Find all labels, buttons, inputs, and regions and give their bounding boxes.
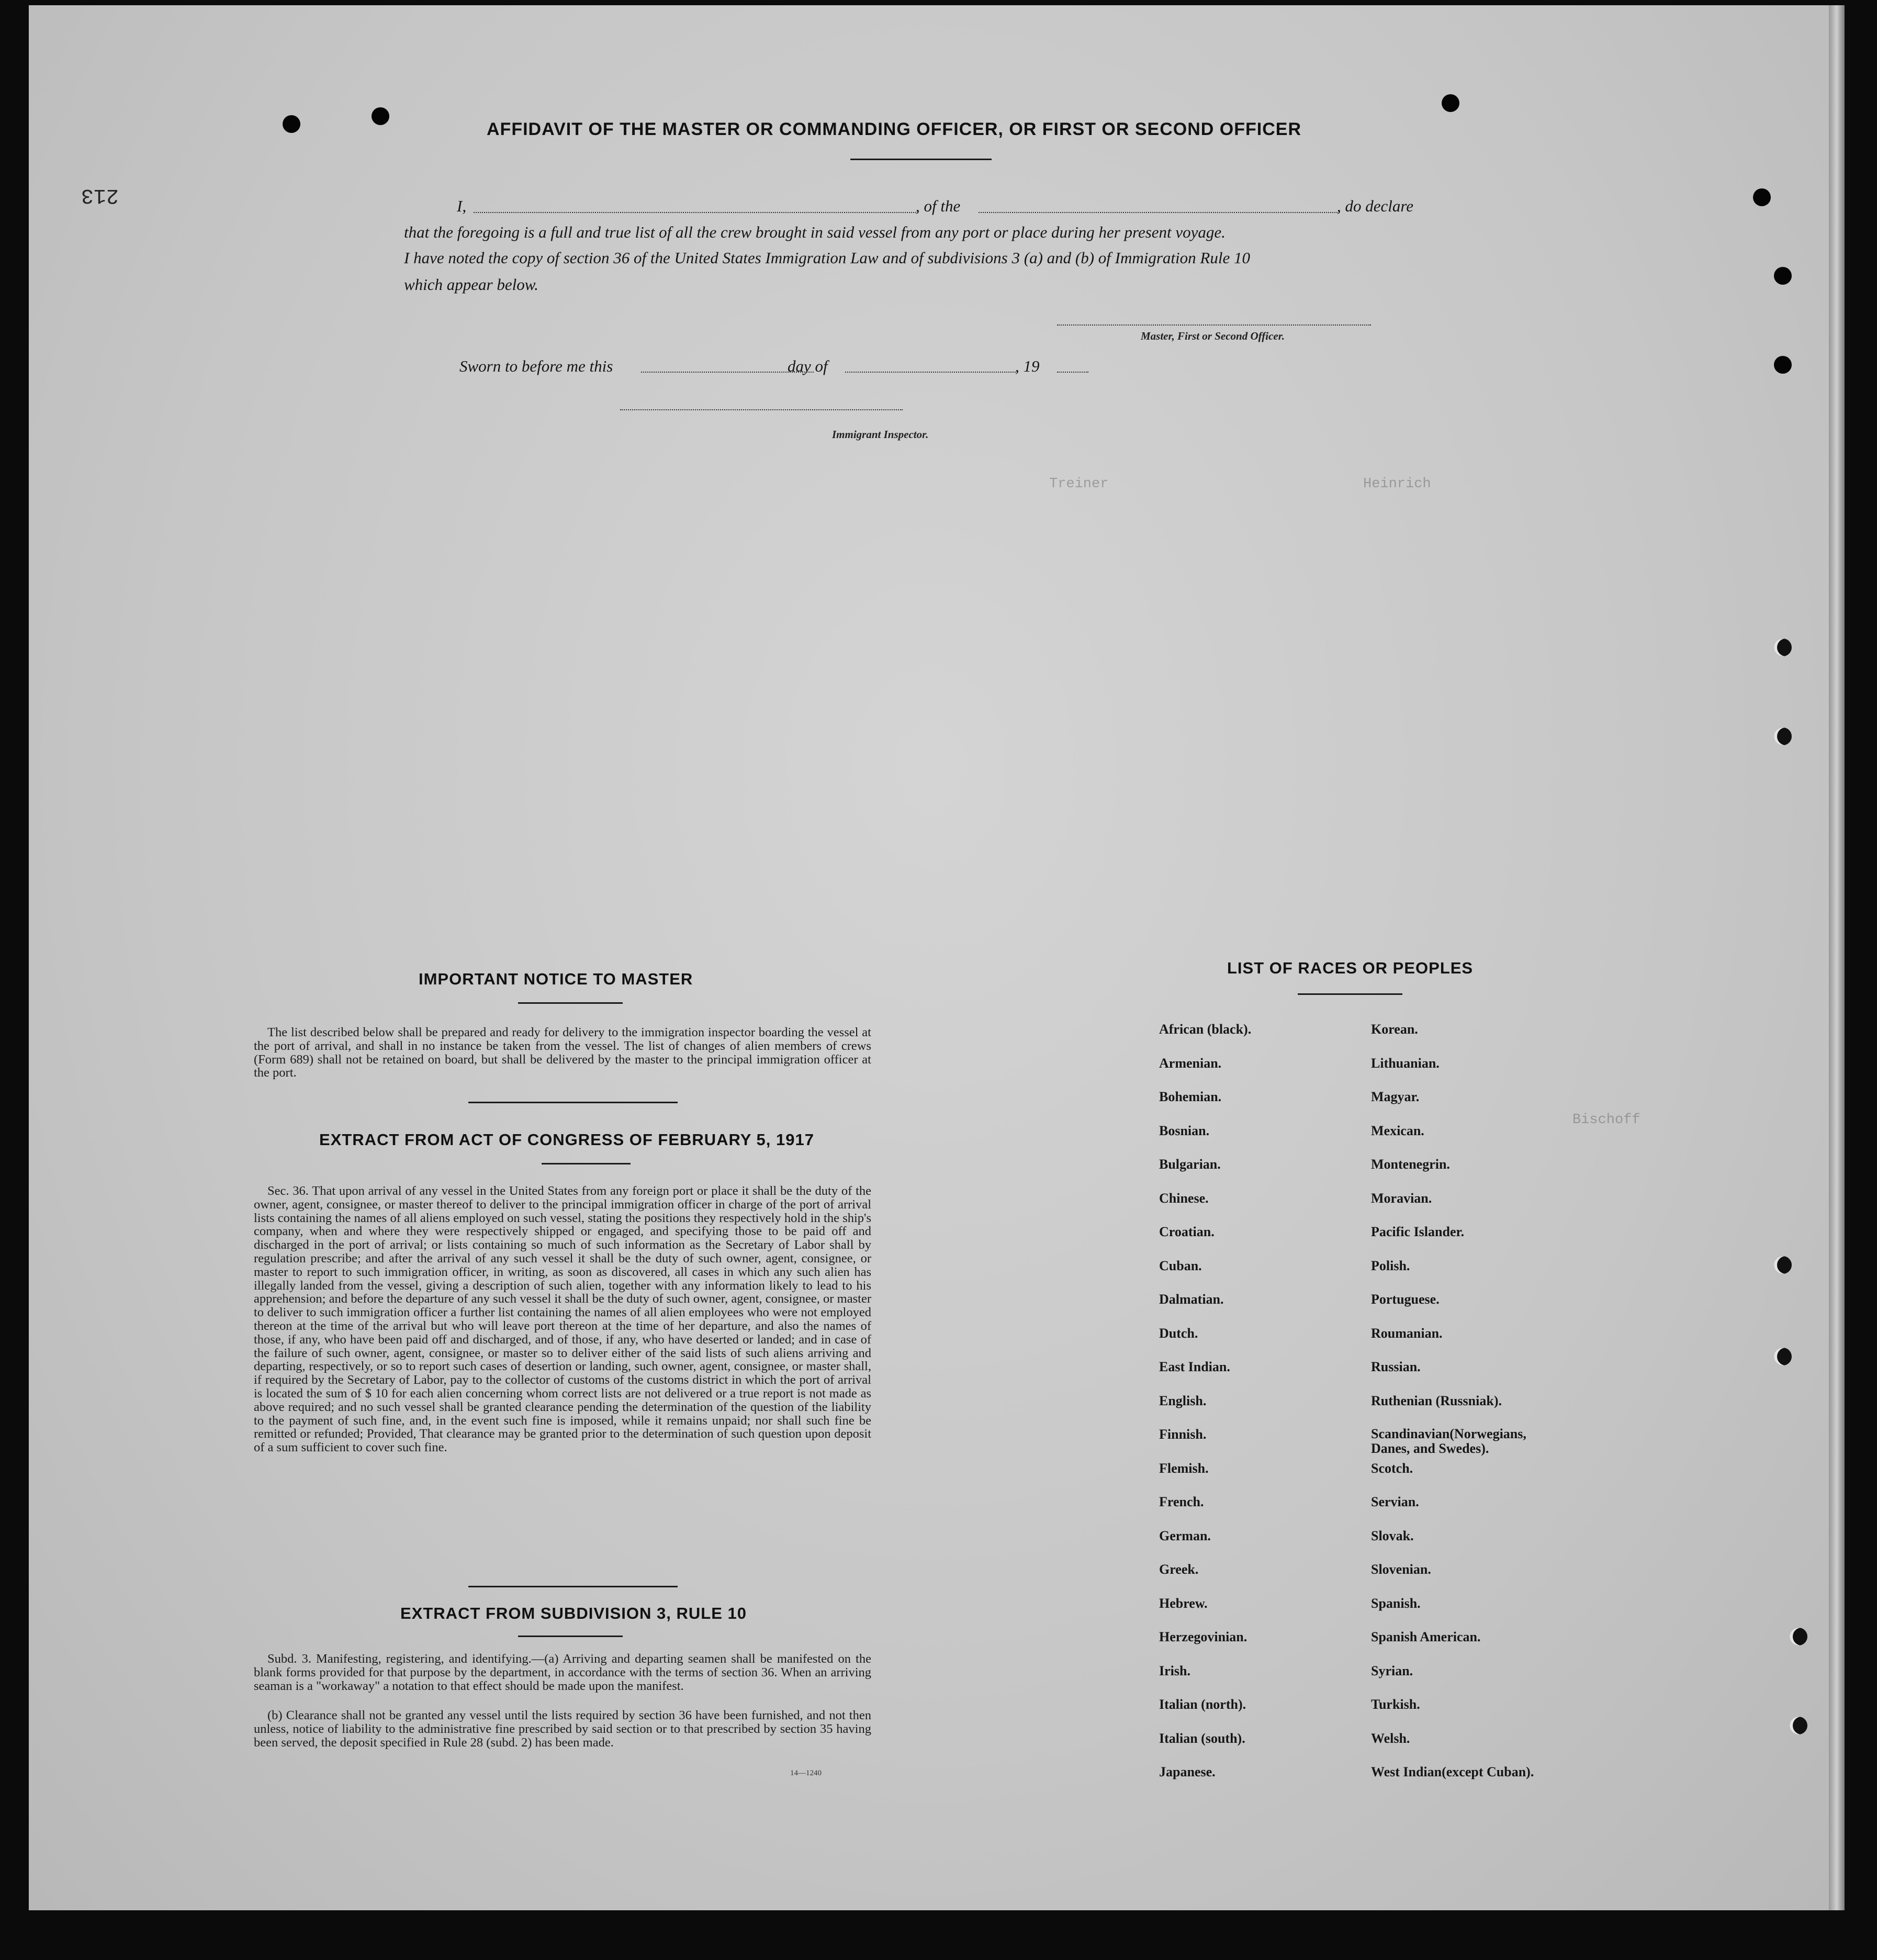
race-item: Syrian. [1371,1663,1413,1678]
bleed-through-text: Heinrich [1363,476,1431,492]
race-item: French. [1159,1494,1204,1509]
section-divider [468,1102,678,1103]
affidavit-title: AFFIDAVIT OF THE MASTER OR COMMANDING OFFICER, OR FIRST OR SECOND OFFICER [487,119,1301,139]
punch-hole [1774,1348,1792,1365]
punch-hole [372,107,389,125]
race-item: Slovenian. [1371,1562,1431,1577]
race-item: Slovak. [1371,1528,1414,1543]
race-item: Hebrew. [1159,1595,1208,1611]
page-number-stamp: 213 [81,183,119,207]
race-item: Japanese. [1159,1764,1216,1779]
master-label: Master, First or Second Officer. [1141,330,1285,342]
race-item: Turkish. [1371,1697,1420,1712]
rule-underline [518,1636,623,1637]
race-item: Ruthenian (Russniak). [1371,1393,1502,1408]
race-item: Italian (south). [1159,1730,1245,1746]
punch-hole [1774,267,1792,285]
rule-extract-title: EXTRACT FROM SUBDIVISION 3, RULE 10 [400,1604,747,1622]
race-item: Cuban. [1159,1258,1202,1273]
punch-hole [1790,1628,1807,1645]
race-item: Scandinavian(Norwegians, Danes, and Swedes). [1371,1426,1526,1456]
race-item: African (black). [1159,1022,1252,1037]
name-blank [474,212,918,213]
bleed-through-text: Bischoff [1572,1112,1640,1128]
master-signature-line [1057,324,1371,326]
race-item: East Indian. [1159,1359,1230,1374]
race-item: Magyar. [1371,1089,1420,1104]
race-item: Bulgarian. [1159,1157,1221,1172]
race-item: Portuguese. [1371,1292,1440,1307]
race-item: Irish. [1159,1663,1190,1678]
day-of-label: day of [788,357,828,375]
section-divider [468,1586,678,1587]
race-item: Scotch. [1371,1460,1413,1476]
form-code: 14—1240 [790,1769,822,1777]
punch-hole [1774,639,1792,656]
affidavit-declare-label: , do declare [1337,197,1414,215]
notice-rule [518,1002,623,1004]
race-item: Spanish. [1371,1595,1421,1611]
race-item: Finnish. [1159,1427,1207,1442]
rule-text-b: (b) Clearance shall not be granted any vessel until the lists required by section 36 have been furnished, and not then unless, notice of liability to the administrative fine prescribed by said section or to that prescribed by section 35 having been served, the deposit specified in Rule 28 (subd. 2) has been made. [254,1708,871,1750]
race-item: Welsh. [1371,1730,1410,1746]
bleed-through-text: Treiner [1049,476,1109,492]
vessel-blank [979,212,1340,213]
act-extract-title: EXTRACT FROM ACT OF CONGRESS OF FEBRUARY 5, 1917 [319,1130,814,1149]
punch-hole [1790,1717,1807,1734]
race-item: Chinese. [1159,1190,1209,1206]
punch-hole [1774,727,1792,745]
notice-title: IMPORTANT NOTICE TO MASTER [419,970,693,988]
sworn-month-blank [845,372,1018,373]
races-rule [1298,993,1402,995]
race-item: Greek. [1159,1562,1199,1577]
year-label: , 19 [1015,357,1040,375]
race-item: Armenian. [1159,1055,1222,1071]
act-rule [542,1163,631,1164]
race-item: Mexican. [1371,1123,1424,1138]
page-edge [1829,5,1845,1910]
race-item: Flemish. [1159,1460,1209,1476]
race-item: Spanish American. [1371,1629,1481,1644]
affidavit-of-label: , of the [916,197,961,215]
race-item: English. [1159,1393,1207,1408]
document-page [29,5,1841,1910]
race-item: Bosnian. [1159,1123,1210,1138]
race-item: Servian. [1371,1494,1419,1509]
affidavit-line-4: which appear below. [404,275,538,294]
rule-text-a: Subd. 3. Manifesting, registering, and identifying.—(a) Arriving and departing seamen shall be manifested on the blank forms provided for that purpose by the department, in accordance with the terms of section 36. When an arriving seaman is a "workaway" a notation to that effect should be made upon the manifest. [254,1652,871,1693]
race-item: German. [1159,1528,1211,1543]
act-extract-text: Sec. 36. That upon arrival of any vessel in the United States from any foreign port or place it shall be the duty of the owner, agent, consignee, or master thereof to deliver to the principal immigration officer in charge of the port of arrival lists containing the names of all aliens employed on such vessel, stating the positions they respectively hold in the ship's company, when and where they were respectively shipped or engaged, and specifying those to be paid off and discharged in the port of arrival; or lists containing so much of such information as the Secretary of Labor shall by regulation prescribe; and after the arrival of any such vessel it shall be the duty of such owner, agent, consignee, or master to report to such immigration officer, in writing, as soon as discovered, all cases in which any such alien has illegally landed from the vessel, giving a description of such alien, together with any information likely to lead to his apprehension; and before the departure of any such vessel it shall be the duty of such owner, agent, consignee, or master to deliver to such immigration officer a further list containing the names of all alien employees who were not employed thereon at the time of the arrival but who will leave port thereon at the time of her departure, and also the names of those, if any, who have been paid off and discharged, and of those, if any, who have deserted or landed; and in case of the failure of such owner, agent, consignee, or master so to deliver either of the said lists of such aliens arriving and departing, respectively, or so to report such cases of desertion or landing, such owner, agent, consignee, or master shall, if required by the Secretary of Labor, pay to the collector of customs of the customs district in which the port of arrival is located the sum of $ 10 for each alien concerning whom correct lists are not delivered or a true report is not made as above required; and no such vessel shall be granted clearance pending the determination of the question of the liability to the payment of such fine, and, in the event such fine is imposed, while it remains unpaid; nor shall such fine be remitted or refunded; Provided, That clearance may be granted prior to the determination of such question upon deposit of a sum sufficient to cover such fine. [254,1184,871,1455]
affidavit-line-3: I have noted the copy of section 36 of the United States Immigration Law and of subdivisions 3 (a) and (b) of Immigration Rule 10 [404,249,1250,267]
punch-hole [1442,94,1459,112]
race-item: Korean. [1371,1022,1418,1037]
race-item: Moravian. [1371,1190,1432,1206]
race-item: Dutch. [1159,1325,1198,1341]
race-item: Polish. [1371,1258,1410,1273]
affidavit-line-2: that the foregoing is a full and true list of all the crew brought in said vessel from any port or place during her present voyage. [404,223,1226,241]
punch-hole [1774,1256,1792,1274]
race-item: Russian. [1371,1359,1421,1374]
year-blank [1057,372,1088,373]
punch-hole [1753,188,1771,206]
notice-text: The list described below shall be prepared and ready for delivery to the immigration inspector boarding the vessel at the port of arrival, and shall in no instance be taken from the vessel. The list of changes of alien members of crews (Form 689) shall not be retained on board, but shall be delivered by the master to the principal immigration officer at the port. [254,1025,871,1080]
race-item: Dalmatian. [1159,1292,1224,1307]
sworn-label: Sworn to before me this [459,357,613,375]
inspector-signature-line [620,409,903,410]
inspector-label: Immigrant Inspector. [832,428,929,441]
affidavit-i-label: I, [457,197,467,215]
punch-hole [1774,356,1792,374]
race-item: West Indian(except Cuban). [1371,1764,1534,1779]
race-item: Herzegovinian. [1159,1629,1247,1644]
race-item: Croatian. [1159,1224,1215,1239]
race-item: Montenegrin. [1371,1157,1450,1172]
race-item: Lithuanian. [1371,1055,1440,1071]
race-item: Roumanian. [1371,1325,1443,1341]
title-rule [850,159,992,160]
races-title: LIST OF RACES OR PEOPLES [1227,959,1474,977]
race-item: Italian (north). [1159,1697,1246,1712]
race-item: Bohemian. [1159,1089,1222,1104]
race-item: Pacific Islander. [1371,1224,1465,1239]
punch-hole [283,115,300,133]
